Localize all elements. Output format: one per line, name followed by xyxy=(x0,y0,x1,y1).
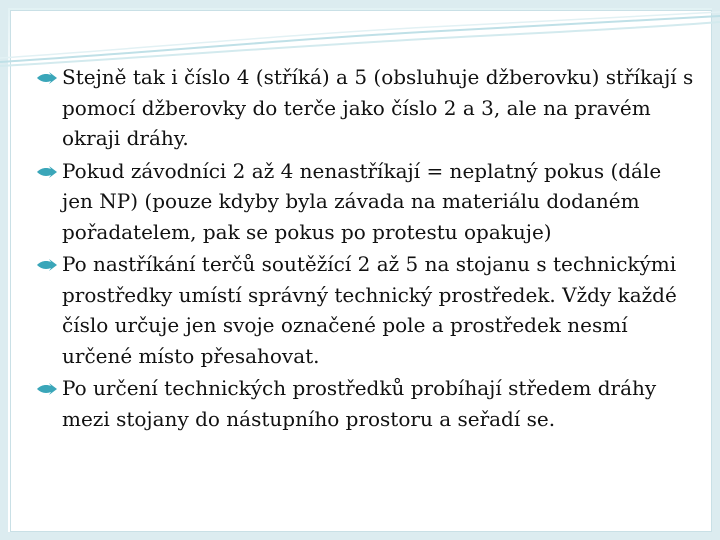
bullet-item xyxy=(36,249,696,371)
bullet-text: Po nastříkání terčů soutěžící 2 až 5 na stojanu s technickými prostředky umístí správný technický prostředek. Vždy každé číslo určuje jen svoje označené pole a prostředek nesmí určené místo přesahovat. xyxy=(62,252,677,368)
decorative-wave xyxy=(0,0,720,70)
bullet-item xyxy=(36,62,696,154)
bullet-item xyxy=(36,156,696,248)
arrow-bullet-icon xyxy=(36,382,58,396)
bullet-item xyxy=(36,373,696,434)
bullet-text: Stejně tak i číslo 4 (stříká) a 5 (obsluhuje džberovku) stříkají s pomocí džberovky do terče jako číslo 2 a 3, ale na pravém okraji dráhy. xyxy=(62,65,694,150)
arrow-bullet-icon xyxy=(36,258,58,272)
bullet-text: Pokud závodníci 2 až 4 nenastříkají = neplatný pokus (dále jen NP) (pouze kdyby byla závada na materiálu dodaném pořadatelem, pak se pokus po protestu opakuje) xyxy=(62,158,662,244)
arrow-bullet-icon xyxy=(36,165,58,179)
bullet-text: Po určení technických prostředků probíhají středem dráhy mezi stojany do nástupního prostoru a seřadí se. xyxy=(62,376,657,431)
arrow-bullet-icon xyxy=(36,71,58,85)
bullet-list xyxy=(36,62,696,436)
